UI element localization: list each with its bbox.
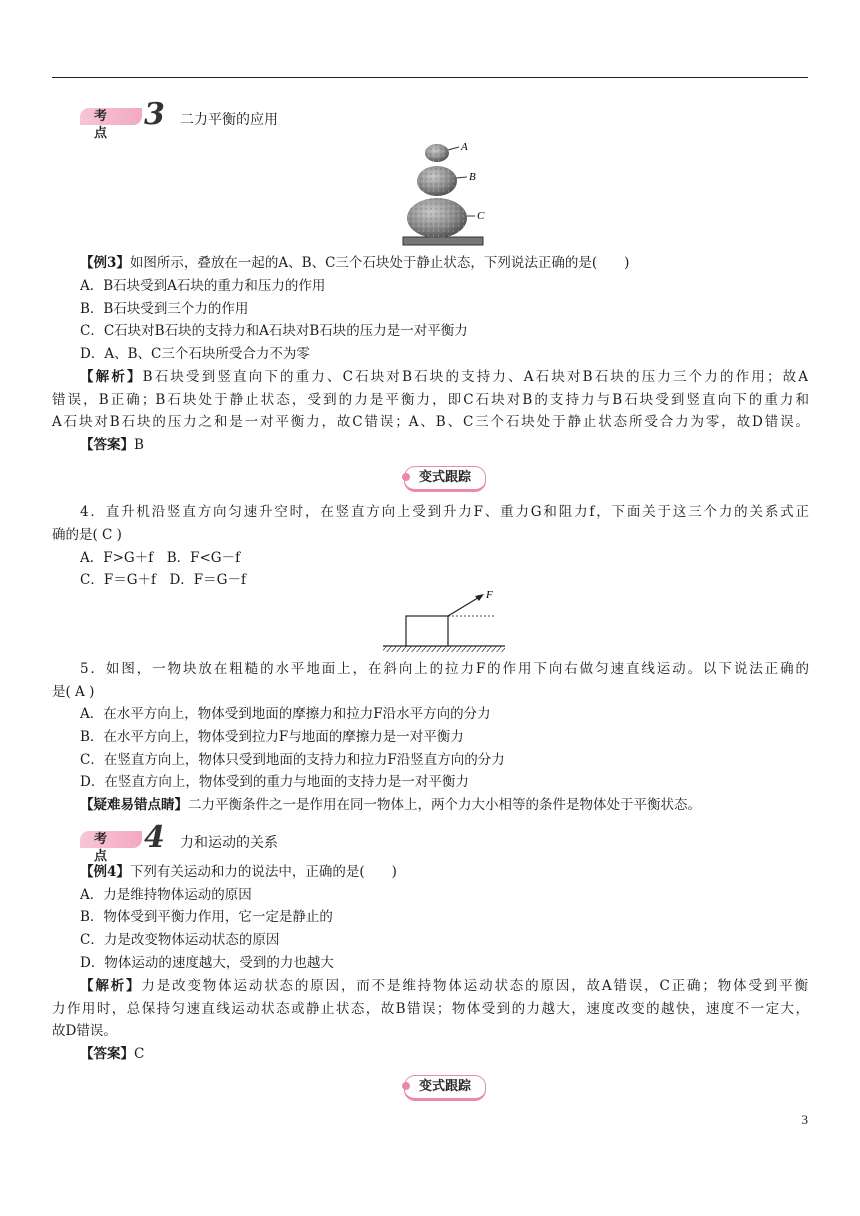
example-3-analysis-line-3: A石块对B石块的压力之和是一对平衡力，故C错误；A、B、C三个石块处于静止状态所受合力为零，故D错误。 (52, 414, 809, 430)
section-title: 二力平衡的应用 (180, 112, 278, 128)
example-3-option-a: A．B石块受到A石块的重力和压力的作用 (80, 278, 326, 294)
example-3-analysis-line-1: 【解析】B石块受到竖直向下的重力、C石块对B石块的支持力、A石块对B石块的压力三个力的作用；故A (80, 369, 809, 385)
q4-line-1: 4．直升机沿竖直方向匀速升空时，在竖直方向上受到升力F、重力G和阻力f，下面关于这三个力的关系式正 (80, 504, 809, 520)
example-4-stem: 【例4】下列有关运动和力的说法中，正确的是( ) (80, 864, 397, 880)
example-3-option-b: B．B石块受到三个力的作用 (80, 301, 249, 317)
q5-option-b: B．在水平方向上，物体受到拉力F与地面的摩擦力是一对平衡力 (80, 729, 464, 745)
example-3-stem: 【例3】如图所示，叠放在一起的A、B、C三个石块处于静止状态，下列说法正确的是( ) (80, 255, 630, 271)
variant-practice-label: 变式跟踪 (404, 466, 486, 492)
block (406, 616, 448, 646)
q5-line-2: 是( A ) (52, 684, 95, 700)
example-3-answer: 【答案】B (80, 437, 144, 453)
example-3-option-c: C．C石块对B石块的支持力和A石块对B石块的压力是一对平衡力 (80, 323, 468, 339)
block-on-ground-figure (375, 588, 515, 654)
section-badge (80, 831, 142, 848)
section-badge (80, 108, 142, 125)
example-4-option-b: B．物体受到平衡力作用，它一定是静止的 (80, 909, 333, 925)
example-3-analysis-line-2: 错误，B正确；B石块处于静止状态，受到的力是平衡力，即C石块对B的支持力与B石块受到竖直向下的重力和 (52, 392, 809, 408)
q4-options-1: A．F>G＋f B．F<G－f (80, 550, 241, 566)
page-number: 3 (801, 1112, 808, 1127)
force-label: F (486, 589, 493, 601)
q4-options-2: C．F＝G＋f D．F＝G－f (80, 572, 246, 588)
example-4-analysis-line-3: 故D错误。 (52, 1023, 117, 1039)
ground-hatch (383, 646, 505, 652)
q5-option-a: A．在水平方向上，物体受到地面的摩擦力和拉力F沿水平方向的分力 (80, 706, 491, 722)
base-plate (403, 237, 483, 245)
example-3-option-d: D．A、B、C三个石块所受合力不为零 (80, 346, 310, 362)
example-4-option-d: D．物体运动的速度越大，受到的力也越大 (80, 955, 334, 971)
variant-practice-label: 变式跟踪 (404, 1075, 486, 1101)
q5-option-c: C．在竖直方向上，物体只受到地面的支持力和拉力F沿竖直方向的分力 (80, 752, 505, 768)
header-rule (52, 77, 808, 78)
label-c: C (477, 210, 485, 222)
example-4-answer: 【答案】C (80, 1046, 145, 1062)
label-a: A (461, 141, 468, 153)
label-b: B (469, 171, 476, 183)
example-4-option-c: C．力是改变物体运动状态的原因 (80, 932, 280, 948)
section-badge-label: 考点 (94, 109, 108, 141)
force-arrow (448, 596, 481, 616)
section-title: 力和运动的关系 (180, 835, 278, 851)
stacked-stones-figure (395, 138, 495, 250)
section-badge-label: 考点 (94, 832, 108, 864)
example-4-analysis-line-1: 【解析】力是改变物体运动状态的原因，而不是维持物体运动状态的原因，故A错误，C正确；物体受到平衡 (80, 978, 809, 994)
q5-option-d: D．在竖直方向上，物体受到的重力与地面的支持力是一对平衡力 (80, 774, 469, 790)
section-number: 4 (144, 820, 165, 855)
q4-line-2: 确的是( C ) (52, 527, 122, 543)
example-4-analysis-line-2: 力作用时，总保持匀速直线运动状态或静止状态，故B错误；物体受到的力越大，速度改变的越快，速度不一定大， (52, 1001, 809, 1017)
section-number: 3 (144, 97, 165, 132)
example-4-option-a: A．力是维持物体运动的原因 (80, 887, 252, 903)
q5-line-1: 5．如图，一物块放在粗糙的水平地面上，在斜向上的拉力F的作用下向右做匀速直线运动。以下说法正确的 (80, 661, 809, 677)
q5-tip: 【疑难易错点睛】二力平衡条件之一是作用在同一物体上，两个力大小相等的条件是物体处于平衡状态。 (80, 797, 701, 813)
